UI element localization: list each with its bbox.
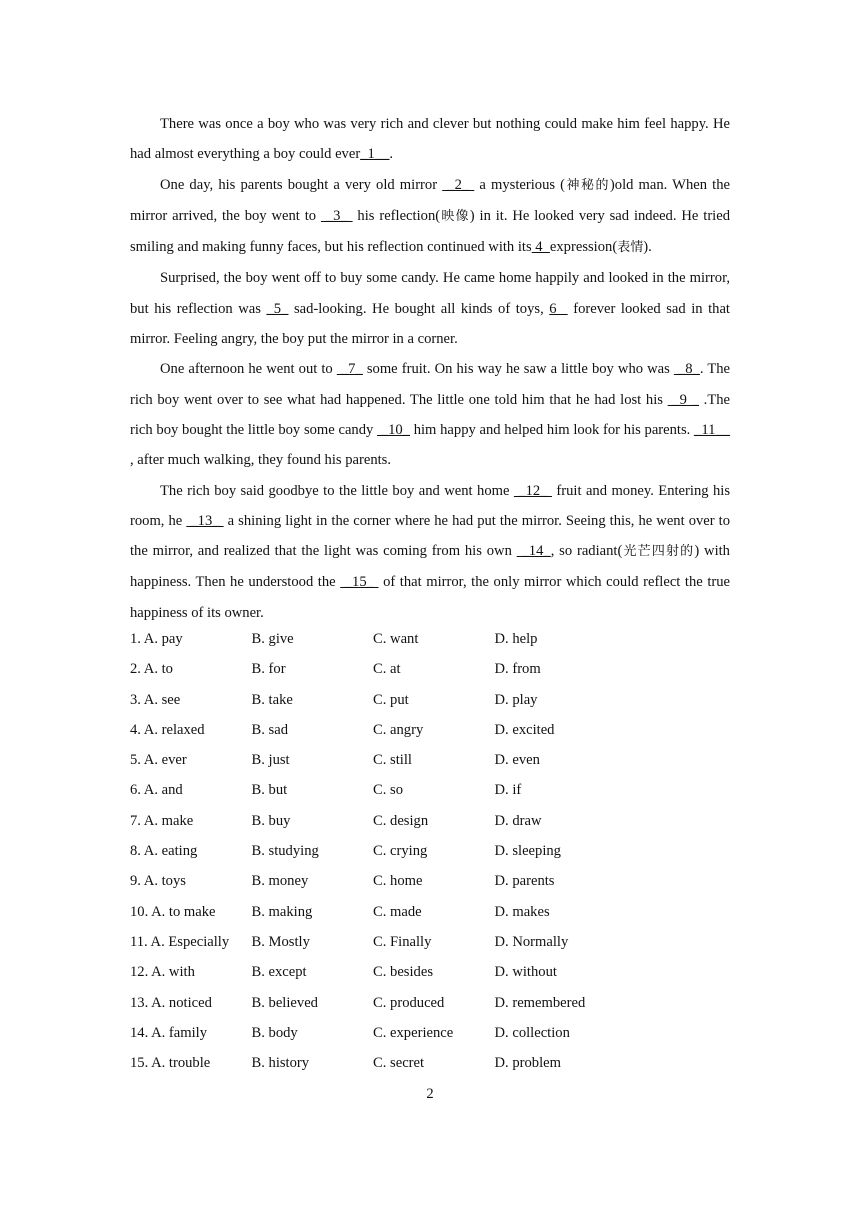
- blank-marker: _2_: [442, 176, 475, 193]
- option-choice: 2. A. to: [130, 661, 173, 678]
- option-choice: 15. A. trouble: [130, 1055, 211, 1072]
- passage-text: , so radiant(: [550, 543, 623, 560]
- passage-text: forever looked sad in that mirror. Feeling angry, the boy put the mirror in a corner.: [130, 300, 730, 348]
- blank-marker: _15_: [340, 574, 379, 591]
- blank-marker: _13_: [186, 512, 224, 529]
- page-number: 2: [426, 1086, 434, 1102]
- chinese-gloss: 神秘的: [565, 177, 610, 193]
- passage-text: , after much walking, they found his parents.: [130, 452, 391, 469]
- blank-marker: _14_: [516, 543, 551, 560]
- option-choice: 10. A. to make: [130, 903, 216, 920]
- option-choice: 9. A. toys: [130, 873, 186, 890]
- passage-text: The rich boy said goodbye to the little boy and went home: [160, 482, 514, 499]
- option-choice: C. design: [373, 812, 429, 829]
- blank-marker: _5_: [266, 300, 289, 317]
- option-choice: C. still: [373, 752, 412, 769]
- option-row: [130, 927, 730, 957]
- option-choice: 14. A. family: [130, 1024, 208, 1041]
- option-choice: B. believed: [251, 994, 318, 1011]
- option-choice: 1. A. pay: [130, 631, 183, 647]
- passage-text: a mysterious (: [474, 176, 566, 193]
- option-choice: C. crying: [373, 843, 428, 860]
- option-choice: B. Mostly: [251, 933, 310, 950]
- option-choice: 6. A. and: [130, 782, 183, 799]
- passage-text: . The rich boy went over to see what had happened. The little one told him that he had lost his: [130, 361, 731, 408]
- option-choice: C. experience: [373, 1024, 454, 1041]
- passage-text: .: [389, 146, 394, 163]
- chinese-gloss: 映像: [440, 208, 470, 224]
- option-row: [130, 654, 730, 684]
- option-row: [130, 685, 730, 715]
- option-row: [130, 806, 730, 836]
- option-choice: C. made: [373, 903, 422, 920]
- option-choice: D. Normally: [494, 933, 569, 950]
- option-choice: B. history: [251, 1055, 310, 1072]
- passage-text: fruit and money. Entering his room, he: [130, 482, 731, 529]
- option-choice: 4. A. relaxed: [130, 721, 205, 738]
- passage-text: .The rich boy bought the little boy some candy: [130, 391, 731, 438]
- option-row: [130, 988, 730, 1018]
- option-choice: C. Finally: [373, 933, 432, 950]
- option-choice: B. but: [251, 782, 288, 799]
- option-choice: C. angry: [373, 721, 424, 738]
- blank-marker: _8_: [673, 361, 700, 378]
- option-choice: D. excited: [494, 721, 555, 738]
- option-choice: B. body: [251, 1024, 298, 1041]
- option-choice: B. take: [251, 691, 293, 708]
- passage-text: ) with happiness. Then he understood the: [130, 543, 730, 591]
- passage-text: ).: [643, 239, 652, 256]
- option-choice: 11. A. Especially: [130, 933, 230, 950]
- option-choice: C. at: [373, 661, 401, 678]
- passage-text: There was once a boy who was very rich and clever but nothing could make him feel happy. He had almost everything a boy could ever: [130, 116, 730, 163]
- option-choice: B. except: [251, 964, 307, 981]
- passage-text: his reflection(: [352, 207, 441, 224]
- option-choice: D. collection: [494, 1024, 570, 1041]
- blank-marker: _3_: [320, 207, 353, 224]
- option-choice: D. parents: [494, 873, 555, 890]
- passage-text: him happy and helped him look for his parents.: [409, 421, 695, 438]
- option-choice: B. making: [251, 903, 313, 920]
- option-choice: D. play: [494, 691, 538, 708]
- option-choice: D. if: [494, 782, 522, 799]
- option-choice: C. home: [373, 873, 423, 890]
- option-choice: 12. A. with: [130, 964, 195, 981]
- passage-text: Surprised, the boy went off to buy some candy. He came home happily and looked in the mirror, but his reflection was: [130, 270, 730, 317]
- chinese-gloss: 光芒四射的: [622, 544, 695, 560]
- option-choice: 5. A. ever: [130, 752, 187, 769]
- blank-marker: _11__: [694, 421, 730, 438]
- option-choice: B. just: [251, 752, 290, 769]
- option-row: [130, 624, 730, 654]
- passage-text: sad-looking. He bought all kinds of toys,: [288, 300, 550, 317]
- option-row: [130, 775, 730, 805]
- option-choice: D. even: [494, 752, 540, 769]
- option-choice: C. produced: [373, 994, 445, 1011]
- passage-paragraph: [130, 109, 730, 170]
- passage-text: One afternoon he went out to: [160, 361, 337, 378]
- passage-text: of that mirror, the only mirror which could reflect the true happiness of its owner.: [130, 574, 731, 621]
- option-choice: 3. A. see: [130, 691, 181, 708]
- option-choice: B. for: [251, 661, 286, 678]
- blank-marker: _9 _: [667, 391, 699, 408]
- option-row: [130, 836, 730, 866]
- blank-marker: 6: [549, 300, 568, 317]
- passage-text: )old man. When the mirror arrived, the boy went to: [130, 176, 730, 224]
- option-choice: D. sleeping: [494, 843, 561, 860]
- option-row: [130, 957, 730, 987]
- blank-marker: _10_: [377, 421, 410, 438]
- option-choice: C. put: [373, 691, 409, 708]
- cloze-passage: [130, 109, 730, 628]
- option-choice: D. from: [494, 661, 541, 678]
- option-row: [130, 715, 730, 745]
- option-choice: B. money: [251, 873, 309, 890]
- option-choice: D. problem: [494, 1055, 561, 1072]
- option-row: [130, 745, 730, 775]
- blank-marker: _1__: [360, 146, 390, 163]
- option-choice: C. want: [373, 631, 419, 647]
- blank-marker: 4: [531, 239, 550, 256]
- option-choice: D. without: [494, 964, 557, 981]
- option-choice: B. give: [251, 631, 294, 647]
- option-choice: 13. A. noticed: [130, 994, 212, 1011]
- option-row: [130, 1018, 730, 1048]
- passage-paragraph: [130, 170, 730, 264]
- passage-text: some fruit. On his way he saw a little boy who was: [362, 361, 674, 378]
- option-choice: C. besides: [373, 964, 433, 981]
- passage-text: ) in it. He looked very sad indeed. He tried smiling and making funny faces, but his reflection continued with its: [130, 207, 731, 256]
- option-choice: B. studying: [251, 843, 319, 860]
- option-row: [130, 897, 730, 927]
- option-row: [130, 866, 730, 896]
- passage-text: expression(: [549, 239, 618, 256]
- option-choice: D. draw: [494, 812, 542, 829]
- option-choice: B. buy: [251, 812, 291, 829]
- passage-paragraph: [130, 263, 730, 354]
- passage-text: One day, his parents bought a very old mirror: [160, 176, 443, 193]
- answer-options: [130, 624, 730, 1078]
- passage-paragraph: [130, 476, 730, 628]
- option-choice: D. remembered: [494, 994, 586, 1011]
- blank-marker: _12_: [513, 482, 552, 499]
- passage-text: a shining light in the corner where he had put the mirror. Seeing this, he went over to the mirror, and realized that the light was coming from his own: [130, 512, 731, 560]
- option-choice: 8. A. eating: [130, 843, 198, 860]
- option-row: [130, 1048, 730, 1078]
- option-choice: 7. A. make: [130, 812, 194, 829]
- option-choice: D. help: [494, 631, 538, 647]
- blank-marker: _7_: [336, 361, 363, 378]
- option-choice: C. so: [373, 782, 404, 799]
- option-choice: C. secret: [373, 1055, 425, 1072]
- passage-paragraph: [130, 354, 730, 475]
- option-choice: B. sad: [251, 721, 288, 738]
- chinese-gloss: 表情: [617, 240, 644, 256]
- option-choice: D. makes: [494, 903, 550, 920]
